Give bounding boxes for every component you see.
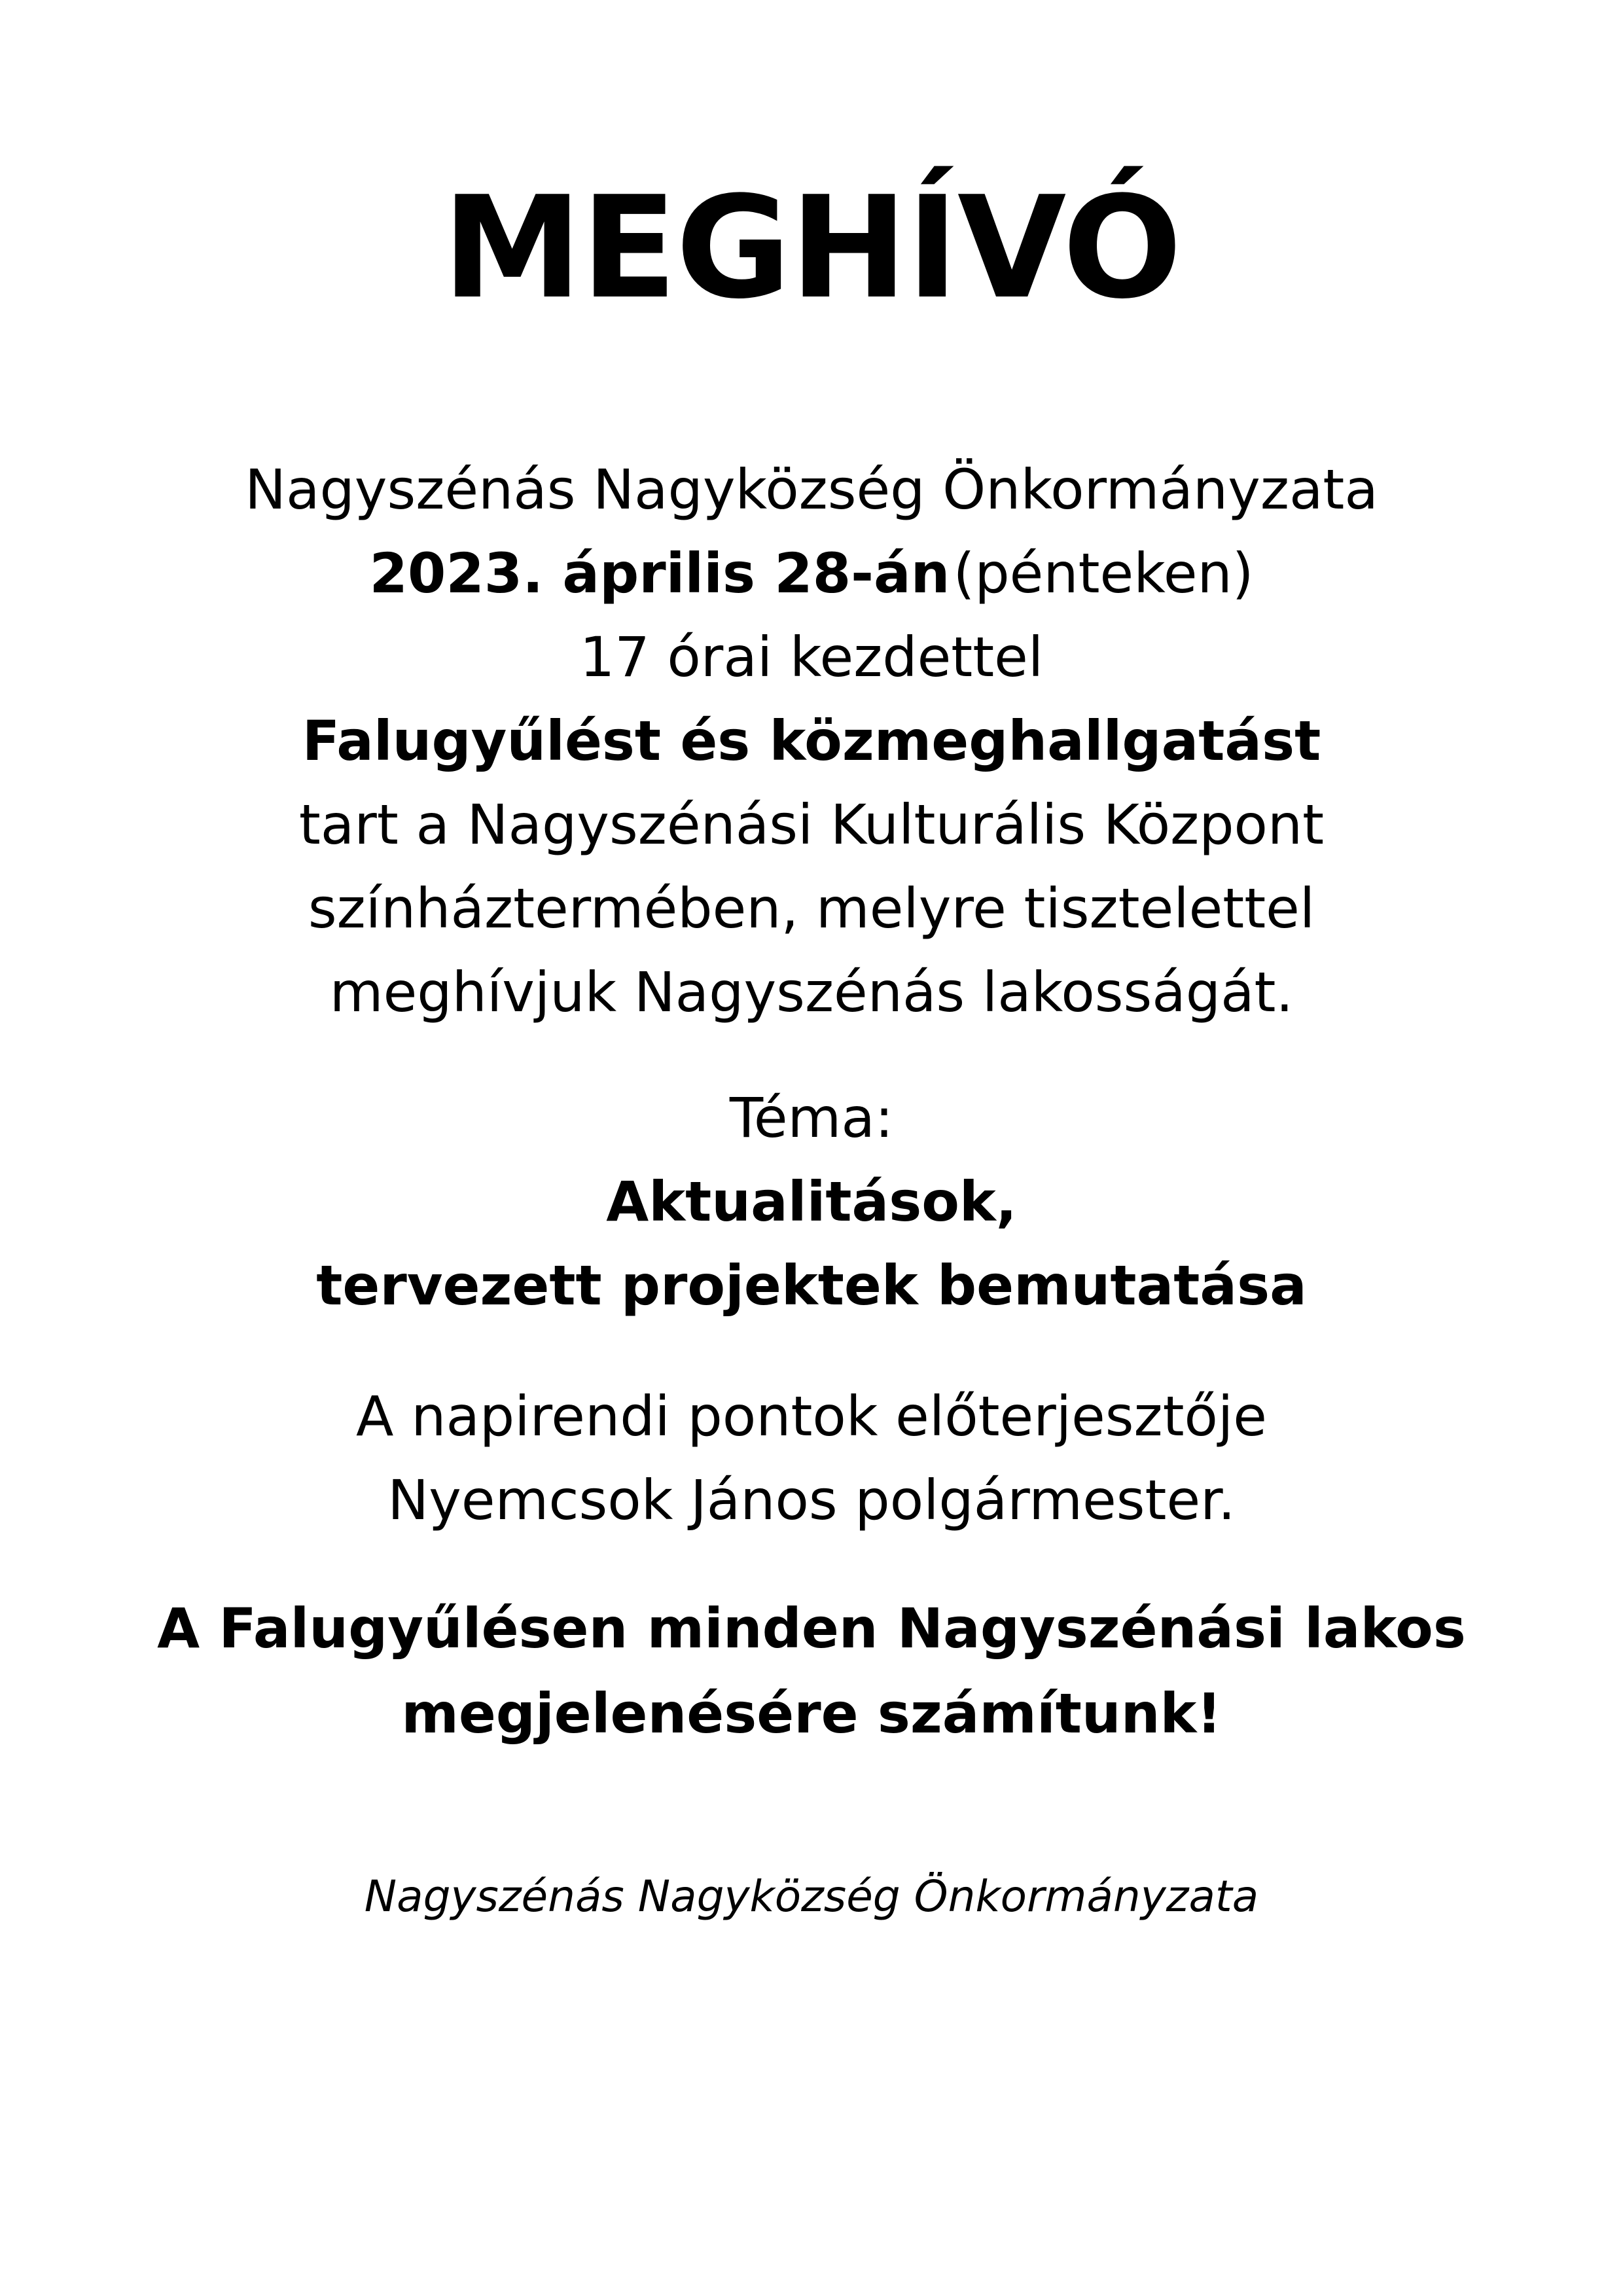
date-line <box>0 542 1623 605</box>
topic-line-2: tervezett projektek bemutatása <box>316 1253 1307 1318</box>
presenter-line-2: Nyemcsok János polgármester. <box>387 1468 1236 1532</box>
event-name: Falugyűlést és közmeghallgatást <box>302 709 1321 773</box>
signature: Nagyszénás Nagyközség Önkormányzata <box>364 1871 1259 1922</box>
event-day: (pénteken) <box>953 541 1254 605</box>
topic-label: Téma: <box>729 1086 894 1150</box>
presenter-line-1: A napirendi pontok előterjesztője <box>356 1384 1267 1448</box>
event-date: 2023. április 28-án <box>369 541 950 605</box>
topic-line-1: Aktualitások, <box>606 1170 1017 1234</box>
location-line-1: tart a Nagyszénási Kulturális Központ <box>298 793 1325 857</box>
closing-line-2: megjelenésére számítunk! <box>401 1681 1222 1746</box>
organizer-line: Nagyszénás Nagyközség Önkormányzata <box>245 457 1378 522</box>
page-title: MEGHÍVÓ <box>442 166 1181 330</box>
time-line: 17 órai kezdettel <box>579 625 1044 689</box>
closing-line-1: A Falugyűlésen minden Nagyszénási lakos <box>157 1596 1466 1660</box>
location-line-3: meghívjuk Nagyszénás lakosságát. <box>329 960 1294 1024</box>
location-line-2: színháztermében, melyre tisztelettel <box>308 876 1315 941</box>
